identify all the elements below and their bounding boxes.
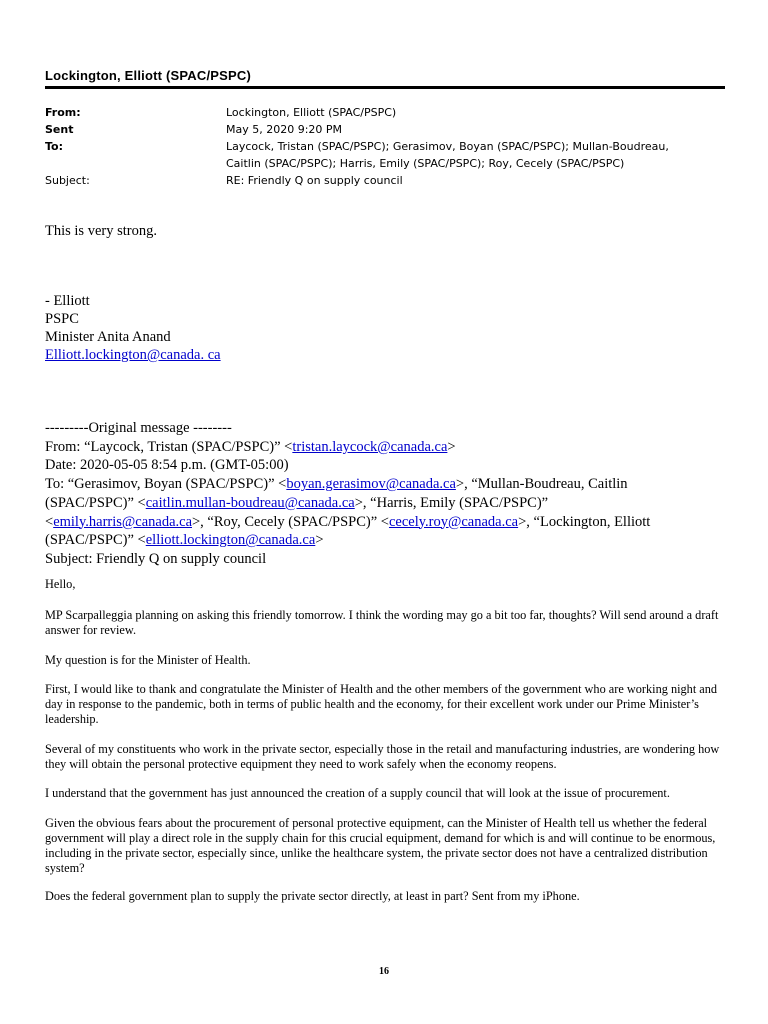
- to-value-line2: Caitlin (SPAC/PSPC); Harris, Emily (SPAC/PSPC); Roy, Cecely (SPAC/PSPC): [226, 157, 625, 170]
- original-from-prefix: From: “Laycock, Tristan (SPAC/PSPC)” <: [45, 438, 293, 455]
- original-to-line-4: [45, 531, 735, 550]
- message-greeting: Hello,: [45, 577, 76, 591]
- signature-title: Minister Anita Anand: [45, 329, 171, 345]
- to4-email-link[interactable]: elliott.lockington@canada.ca: [145, 532, 316, 549]
- subject-label: Subject:: [45, 174, 90, 187]
- to4-suffix: >: [315, 532, 324, 549]
- from-label: From:: [45, 106, 81, 119]
- to-label: To:: [45, 140, 63, 153]
- original-message-header: [45, 419, 735, 569]
- page-number: 16: [379, 966, 389, 977]
- message-paragraph-4: Several of my constituents who work in the private sector, especially those in the retail and manufacturing industries, are wondering how they will obtain the personal protective equipment they need to work safely when the economy reopens.: [45, 742, 720, 771]
- message-paragraph-6: Given the obvious fears about the procurement of personal protective equipment, can the Minister of Health tell us whether the federal government will play a direct role in the supply chain for this crucial equipment, demand for which is and will continue to be enormous, including in the private sector, especially since, unlike the healthcare system, the private sector does not have a centralized distribution system?: [45, 816, 716, 875]
- to3-email2-link[interactable]: cecely.roy@canada.ca: [388, 513, 519, 530]
- to2-prefix: (SPAC/PSPC)” <: [45, 494, 146, 511]
- sent-value: May 5, 2020 9:20 PM: [226, 123, 343, 136]
- title-divider: [45, 86, 725, 89]
- header-from-row: [45, 104, 735, 121]
- email-header: [45, 104, 735, 189]
- to-value-line1: Laycock, Tristan (SPAC/PSPC); Gerasimov, Boyan (SPAC/PSPC); Mullan-Boudreau,: [226, 140, 669, 153]
- signature-org: PSPC: [45, 311, 79, 327]
- message-paragraph-1: MP Scarpalleggia planning on asking this friendly tomorrow. I think the wording may go a bit too far, thoughts? Will send around a draft answer for review.: [45, 608, 719, 637]
- to1-suffix: >, “Mullan-Boudreau, Caitlin: [455, 476, 628, 493]
- to3-prefix: <: [45, 513, 54, 530]
- signature-name: - Elliott: [45, 293, 90, 309]
- from-value: Lockington, Elliott (SPAC/PSPC): [226, 106, 397, 119]
- header-sent-row: [45, 121, 735, 138]
- reply-text: This is very strong.: [45, 223, 157, 239]
- original-to-line-3: [45, 513, 735, 532]
- signature: [45, 292, 735, 364]
- to1-email-link[interactable]: boyan.gerasimov@canada.ca: [286, 476, 456, 493]
- to-value: [226, 138, 735, 172]
- to3-suffix: >, “Lockington, Elliott: [518, 513, 651, 530]
- mailbox-owner-title: Lockington, Elliott (SPAC/PSPC): [45, 68, 252, 83]
- subject-value: RE: Friendly Q on supply council: [226, 174, 403, 187]
- message-paragraph-2: My question is for the Minister of Health.: [45, 653, 251, 667]
- message-paragraph-7: Does the federal government plan to supply the private sector directly, at least in part? Sent from my iPhone.: [45, 889, 580, 903]
- header-to-row: [45, 138, 735, 172]
- original-to-line-2: [45, 494, 735, 513]
- to4-prefix: (SPAC/PSPC)” <: [45, 532, 146, 549]
- original-to-line-1: [45, 475, 735, 494]
- original-from-line: [45, 438, 735, 457]
- original-from-suffix: >: [447, 438, 456, 455]
- to3-email-link[interactable]: emily.harris@canada.ca: [53, 513, 192, 530]
- header-subject-row: [45, 172, 735, 189]
- message-paragraph-3: First, I would like to thank and congratulate the Minister of Health and the other members of the government who are working night and day in response to the pandemic, both in terms of public health and the economy, for their excellent work under our Prime Minister’s leadership.: [45, 682, 718, 726]
- to2-suffix: >, “Harris, Emily (SPAC/PSPC)”: [354, 494, 549, 511]
- original-date-line: Date: 2020-05-05 8:54 p.m. (GMT-05:00): [45, 457, 289, 474]
- to1-prefix: To: “Gerasimov, Boyan (SPAC/PSPC)” <: [45, 476, 287, 493]
- original-from-email-link[interactable]: tristan.laycock@canada.ca: [292, 438, 448, 455]
- signature-email-link[interactable]: Elliott.lockington@canada. ca: [45, 347, 221, 363]
- original-subject-line: Subject: Friendly Q on supply council: [45, 550, 267, 567]
- message-paragraph-5: I understand that the government has just announced the creation of a supply council that will look at the issue of procurement.: [45, 786, 670, 800]
- sent-label: Sent: [45, 123, 74, 136]
- to2-email-link[interactable]: caitlin.mullan-boudreau@canada.ca: [145, 494, 355, 511]
- to3-mid: >, “Roy, Cecely (SPAC/PSPC)” <: [192, 513, 389, 530]
- original-divider: ---------Original message --------: [45, 420, 232, 436]
